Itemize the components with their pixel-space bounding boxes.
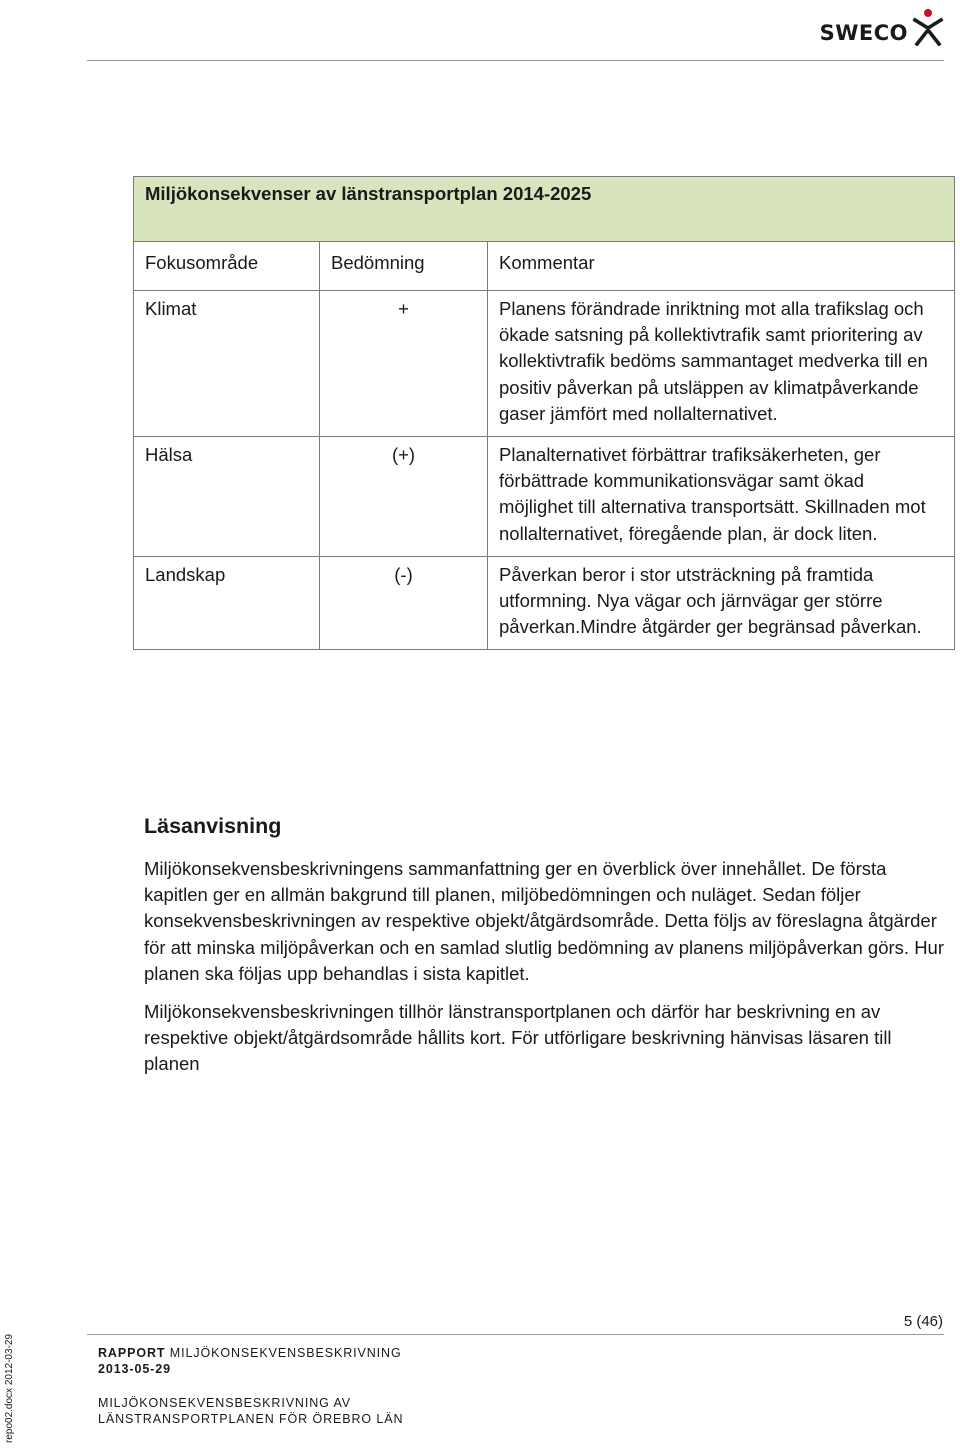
- rating-cell: +: [320, 291, 488, 437]
- table-header-row: [134, 242, 955, 291]
- section-heading: Läsanvisning: [144, 814, 282, 838]
- sweco-logo: [820, 6, 944, 46]
- focus-cell: Landskap: [134, 556, 320, 650]
- column-header-rating: Bedömning: [320, 242, 488, 291]
- rating-cell: (+): [320, 437, 488, 557]
- footer-report-line: [98, 1345, 402, 1361]
- document-title-line: LÄNSTRANSPORTPLANEN FÖR ÖREBRO LÄN: [98, 1412, 404, 1426]
- comment-cell: Påverkan beror i stor utsträckning på framtida utformning. Nya vägar och järnvägar ger större påverkan.Mindre åtgärder ger begränsad påverkan.: [488, 556, 955, 650]
- report-title: MILJÖKONSEKVENSBESKRIVNING: [169, 1346, 402, 1360]
- table-row: [134, 556, 955, 650]
- footer-divider: [87, 1334, 944, 1335]
- comment-cell: Planalternativet förbättrar trafiksäkerheten, ger förbättrade kommunikationsvägar samt ökad möjlighet till alternativa transportsätt. Skillnaden mot nollalternativet, föregående plan, är dock liten.: [488, 437, 955, 557]
- table-title: Miljökonsekvenser av länstransportplan 2014-2025: [134, 177, 955, 242]
- comment-cell: Planens förändrade inriktning mot alla trafikslag och ökade satsning på kollektivtrafik samt prioritering av kollektivtrafik bedöms sammantaget medverka till en positiv påverkan på utsläppen av klimatpåverkande gaser jämfört med nollalternativet.: [488, 291, 955, 437]
- body-paragraph: Miljökonsekvensbeskrivningen tillhör länstransportplanen och därför har beskrivning en av respektive objekt/åtgärdsområde hållits kort. För utförligare beskrivning hänvisas läsaren till planen: [144, 1001, 892, 1075]
- logo-text: SWECO: [819, 21, 908, 45]
- header-divider: [87, 60, 944, 61]
- footer-document-title: [98, 1395, 403, 1427]
- table-row: [134, 291, 955, 437]
- column-header-focus: Fokusområde: [134, 242, 320, 291]
- template-side-note: repo02.docx 2012-03-29: [4, 1334, 15, 1443]
- focus-cell: Klimat: [134, 291, 320, 437]
- report-date: 2013-05-29: [98, 1362, 171, 1376]
- page-number: 5 (46): [903, 1313, 943, 1330]
- body-paragraph: Miljökonsekvensbeskrivningens sammanfattning ger en överblick över innehållet. De första kapitlen ger en allmän bakgrund till planen, miljöbedömningen och nuläget. Sedan följer konsekvensbeskrivningen av respektive objekt/åtgärdsområde. Detta följs av föreslagna åtgärder för att minska miljöpåverkan och en samlad slutlig bedömning av planens miljöpåverkan görs. Hur planen ska följas upp behandlas i sista kapitlet.: [144, 858, 945, 984]
- table-row: [134, 437, 955, 557]
- rating-cell: (-): [320, 556, 488, 650]
- document-title-line: MILJÖKONSEKVENSBESKRIVNING AV: [98, 1396, 352, 1410]
- footer-report-info: [98, 1345, 402, 1377]
- focus-cell: Hälsa: [134, 437, 320, 557]
- column-header-comment: Kommentar: [488, 242, 955, 291]
- sweco-figure-icon: [912, 8, 944, 46]
- report-label: RAPPORT: [98, 1346, 166, 1360]
- impact-table: [133, 176, 955, 650]
